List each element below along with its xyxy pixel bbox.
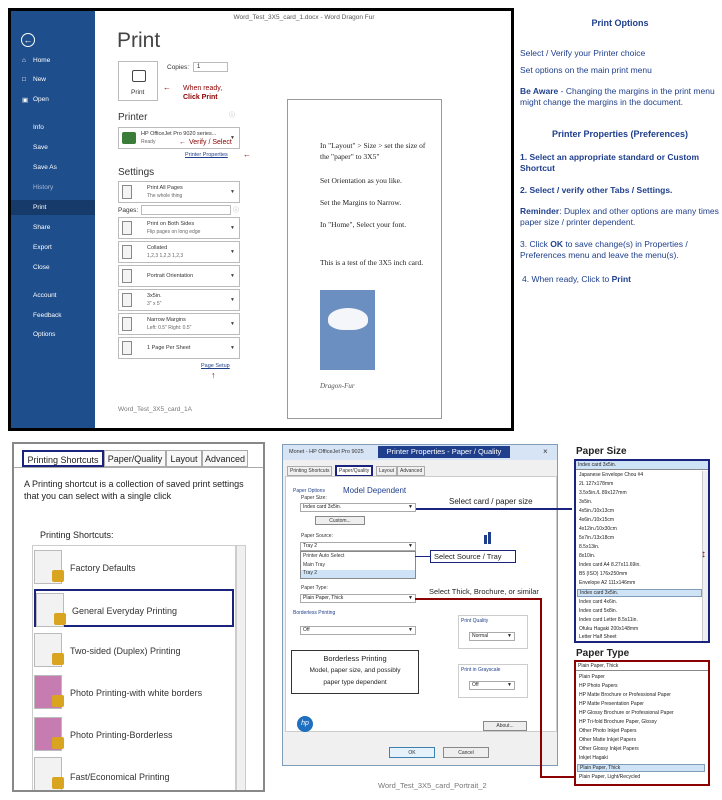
paper-type-option[interactable]: Plain Paper xyxy=(579,674,605,680)
chevron-down-icon: ▼ xyxy=(230,135,235,141)
home-icon: ⌂ xyxy=(22,57,26,64)
info-icon: ⓘ xyxy=(229,113,236,119)
paper-size-option[interactable]: 3x5in. xyxy=(579,499,593,505)
paper-type-option[interactable]: HP Tri-fold Brochure Paper, Glossy xyxy=(579,719,657,725)
paper-size-option[interactable]: Envelope A2 111x146mm xyxy=(579,580,636,586)
bird-shape xyxy=(328,308,368,330)
paper-type-select[interactable]: Plain Paper, Thick ▼ xyxy=(300,594,416,603)
portrait-icon xyxy=(122,269,132,283)
tab-printing-shortcuts[interactable]: Printing Shortcuts xyxy=(22,450,104,467)
tab-layout[interactable]: Layout xyxy=(376,466,397,476)
verify-arrow-icon: ← xyxy=(179,139,186,146)
source-option-selected[interactable]: Tray 2 xyxy=(301,570,415,578)
callout-paper-size: Select card / paper size xyxy=(449,497,533,506)
settings-heading: Settings xyxy=(118,167,155,178)
shortcut-item[interactable]: Photo Printing-with white borders xyxy=(34,673,234,711)
paper-size-heading: Paper Size xyxy=(576,446,627,457)
source-option[interactable]: Printer Auto Select xyxy=(303,553,345,559)
connector-type-vertical xyxy=(540,598,542,776)
paper-size-option[interactable]: 2L 127x178mm xyxy=(579,481,614,487)
print-button[interactable]: Print xyxy=(118,61,158,101)
model-dependent-note: Model Dependent xyxy=(343,486,407,495)
connector-source xyxy=(415,556,430,557)
chevron-down-icon: ▼ xyxy=(230,249,235,255)
preview-text-1: In "Layout" > Size > set the size of the "paper" to 3X5" xyxy=(320,141,426,161)
paper-type-option[interactable]: Other Matte Inkjet Papers xyxy=(579,737,636,743)
chevron-down-icon: ▼ xyxy=(408,543,413,549)
connector-type-end xyxy=(540,776,575,778)
callout-paper-type: Select Thick, Brochure, or similar xyxy=(429,587,539,596)
shortcuts-list-label: Printing Shortcuts: xyxy=(40,530,114,540)
preview-text-4: In "Home", Select your font. xyxy=(320,220,407,229)
printer-status-icon xyxy=(122,132,136,144)
paper-size-option[interactable]: 5x7in./13x18cm xyxy=(579,535,615,541)
chevron-down-icon: ▼ xyxy=(507,633,512,639)
paper-type-option[interactable]: Other Glossy Inkjet Papers xyxy=(579,746,639,752)
properties-arrow-icon: ← xyxy=(243,150,251,159)
ok-button[interactable]: OK xyxy=(389,747,435,758)
setting-print-range[interactable]: Print All Pages The whole thing ▼ xyxy=(118,181,240,203)
tab-paper-quality[interactable]: Paper/Quality xyxy=(104,450,166,467)
preview-text-5: This is a test of the 3X5 inch card. xyxy=(320,258,424,267)
pages-per-sheet-icon xyxy=(122,341,132,355)
connector-type xyxy=(415,598,542,600)
chevron-down-icon: ▼ xyxy=(230,273,235,279)
tab-divider xyxy=(14,467,265,468)
paper-type-option[interactable]: HP Photo Papers xyxy=(579,683,618,689)
print-quality-select[interactable]: Normal ▼ xyxy=(469,632,515,641)
dialog-title-bar: Monet - HP OfficeJet Pro 9025 Printer Properties - Paper / Quality × xyxy=(283,445,557,460)
paper-size-option[interactable]: 8.5x13in. xyxy=(579,544,600,550)
lock-icon xyxy=(54,613,66,625)
grayscale-select[interactable]: Off ▼ xyxy=(469,681,515,690)
chevron-down-icon: ▼ xyxy=(507,682,512,688)
scroll-arrows-icon: ↕ xyxy=(701,549,706,560)
instructions-title-2: Printer Properties (Preferences) xyxy=(551,129,689,139)
paper-size-option[interactable]: Index card A4 8.27x11.69in. xyxy=(579,562,641,568)
nav-share[interactable]: Share xyxy=(33,224,51,231)
paper-type-option[interactable]: Inkjet Hagaki xyxy=(579,755,608,761)
paper-type-list xyxy=(574,660,710,786)
paper-size-option[interactable]: 4x6in./10x15cm xyxy=(579,517,615,523)
lock-icon xyxy=(52,570,64,582)
instr-step-2: 2. Select / verify other Tabs / Settings. xyxy=(520,185,673,195)
printer-select[interactable]: HP OfficeJet Pro 9020 series... Ready ▼ xyxy=(118,127,240,149)
paper-size-option-selected[interactable]: Index card 3x5in. xyxy=(577,589,702,597)
paper-size-option[interactable]: 4x12in./10x30cm xyxy=(579,526,617,532)
chevron-down-icon: ▼ xyxy=(408,504,413,510)
chevron-down-icon: ▼ xyxy=(408,627,413,633)
instr-step-4: 4. When ready, Click to Print xyxy=(522,274,631,284)
preview-page-icon xyxy=(484,532,494,546)
setting-paper-size[interactable]: 3x5in. 3" x 5" ▼ xyxy=(118,289,240,311)
setting-duplex[interactable]: Print on Both Sides Flip pages on long edge ▼ xyxy=(118,217,240,239)
paper-size-option[interactable]: Letter Half Sheet xyxy=(579,634,617,640)
paper-type-option-selected[interactable]: Plain Paper, Thick xyxy=(577,764,705,772)
tab-advanced[interactable]: Advanced xyxy=(397,466,425,476)
print-arrow-icon: ← xyxy=(163,83,171,92)
page-setup-link[interactable]: Page Setup xyxy=(201,363,230,369)
window-title: Word_Test_3X5_card_1.docx - Word Dragon Fur xyxy=(233,14,375,21)
nav-print[interactable]: Print xyxy=(11,200,95,215)
page-setup-arrow-icon: ↑ xyxy=(211,370,216,380)
instructions-title: Print Options xyxy=(591,18,649,28)
paper-options-label: Paper Options xyxy=(293,488,325,494)
nav-open[interactable]: ▣ Open xyxy=(22,96,49,104)
chevron-down-icon: ▼ xyxy=(230,345,235,351)
lock-icon xyxy=(52,695,64,707)
nav-new[interactable]: □ New xyxy=(22,76,47,83)
paper-type-option[interactable]: HP Glossy Brochure or Professional Paper xyxy=(579,710,674,716)
paper-size-list xyxy=(574,459,710,643)
bird-photo xyxy=(320,290,375,370)
paper-size-option[interactable]: 4x5in./10x13cm xyxy=(579,508,615,514)
paper-size-option[interactable]: Index card 4x6in. xyxy=(579,599,618,605)
nav-feedback[interactable]: Feedback xyxy=(33,312,62,319)
tab-advanced[interactable]: Advanced xyxy=(202,450,248,467)
borderless-note: Borderless Printing Model, paper size, and possibly paper type dependent xyxy=(291,650,419,694)
instr-reminder: Reminder: Duplex and other options are many times paper size / printer dependent. xyxy=(520,206,719,227)
instr-step-3: 3. Click OK to save change(s) in Properties / Preferences menu and leave the menu(s). xyxy=(520,239,688,260)
dialog-title-overlay: Printer Properties - Paper / Quality xyxy=(378,446,510,458)
setting-pages-per-sheet[interactable]: 1 Page Per Sheet ▼ xyxy=(118,337,240,359)
nav-account[interactable]: Account xyxy=(33,292,57,299)
setting-margins[interactable]: Narrow Margins Left: 0.5" Right: 0.5" ▼ xyxy=(118,313,240,335)
nav-save[interactable]: Save xyxy=(33,144,48,151)
nav-options[interactable]: Options xyxy=(33,331,56,338)
paper-size-current[interactable]: Index card 3x5in. xyxy=(576,461,708,470)
shortcut-item[interactable]: Photo Printing-Borderless xyxy=(34,715,234,753)
setting-orientation[interactable]: Portrait Orientation ▼ xyxy=(118,265,240,287)
paper-size-option[interactable]: 3.5x5in./L 89x127mm xyxy=(579,490,627,496)
cancel-button[interactable]: Cancel xyxy=(443,747,489,758)
borderless-select[interactable]: Off ▼ xyxy=(300,626,416,635)
custom-button[interactable]: Custom... xyxy=(315,516,365,525)
preview-text-2: Set Orientation as you like. xyxy=(320,176,402,185)
lock-icon xyxy=(52,653,64,665)
nav-close[interactable]: Close xyxy=(33,264,50,271)
paper-size-option[interactable]: Index card Letter 8.5x11in. xyxy=(579,617,638,623)
shortcut-item[interactable]: Fast/Economical Printing xyxy=(34,755,234,792)
nav-info[interactable]: Info xyxy=(33,124,44,131)
preview-text-3: Set the Margins to Narrow. xyxy=(320,198,402,207)
chevron-down-icon: ▼ xyxy=(230,189,235,195)
shortcut-item[interactable]: Two-sided (Duplex) Printing xyxy=(34,631,234,669)
tab-paper-quality[interactable]: Paper/Quality xyxy=(335,465,373,477)
copies-label: Copies: xyxy=(167,64,190,71)
paper-size-icon xyxy=(122,293,132,307)
tab-printing-shortcuts[interactable]: Printing Shortcuts xyxy=(287,466,332,476)
nav-save-as[interactable]: Save As xyxy=(33,164,57,171)
shortcuts-description: A Printing shortcut is a collection of saved print settings that you can select with a single click xyxy=(24,479,244,501)
instr-aware: Be Aware - Changing the margins in the print menu might change the margins in the document. xyxy=(520,86,715,107)
instructions-panel xyxy=(520,18,720,308)
paper-source-select[interactable]: Tray 2 ▼ xyxy=(300,542,416,551)
printer-properties-link[interactable]: Printer Properties xyxy=(185,152,228,158)
chevron-down-icon: ▼ xyxy=(408,595,413,601)
paper-size-label: Paper Size: xyxy=(301,495,327,501)
collate-icon xyxy=(122,245,132,259)
instr-step-1: 1. Select an appropriate standard or Custom Shortcut xyxy=(520,152,700,173)
lock-icon xyxy=(52,737,64,749)
printer-properties-dialog xyxy=(282,444,558,766)
close-icon[interactable]: × xyxy=(543,447,548,456)
paper-type-option[interactable]: Plain Paper, Light/Recycled xyxy=(579,774,641,780)
margins-icon xyxy=(122,317,132,331)
paper-type-label: Paper Type: xyxy=(301,585,328,591)
callout-source-box: Select Source / Tray xyxy=(430,550,516,563)
hp-logo-icon: hp xyxy=(297,716,313,732)
nav-history[interactable]: History xyxy=(33,184,54,191)
open-icon: ▣ xyxy=(22,97,29,104)
paper-size-option[interactable]: Index card 5x8in. xyxy=(579,608,618,614)
print-quality-group: Print Quality Normal ▼ xyxy=(458,615,528,649)
paper-type-option[interactable]: Other Photo Inkjet Papers xyxy=(579,728,637,734)
paper-type-heading: Paper Type xyxy=(576,648,630,659)
new-icon: □ xyxy=(22,76,26,83)
print-preview xyxy=(287,99,442,419)
pages-label: Pages: xyxy=(118,207,139,214)
tab-layout[interactable]: Layout xyxy=(166,450,202,467)
paper-size-option[interactable]: B5 (ISO) 176x250mm xyxy=(579,571,628,577)
scrollbar[interactable] xyxy=(236,545,246,792)
nav-export[interactable]: Export xyxy=(33,244,52,251)
borderless-label: Borderless Printing xyxy=(293,610,336,616)
dialog-footer-filename: Word_Test_3X5_card_Portrait_2 xyxy=(378,781,487,790)
callout-print: When ready, Click Print xyxy=(183,85,223,101)
duplex-icon xyxy=(122,221,132,235)
backstage-nav xyxy=(11,11,95,428)
nav-home[interactable]: ⌂ Home xyxy=(22,57,51,64)
info-icon: ⓘ xyxy=(233,208,240,214)
callout-verify: Verify / Select xyxy=(189,139,232,146)
pages-icon xyxy=(122,185,132,199)
instr-p1: Select / Verify your Printer choice xyxy=(520,48,646,58)
about-button[interactable]: About... xyxy=(483,721,527,731)
paper-type-option[interactable]: HP Matte Brochure or Professional Paper xyxy=(579,692,671,698)
grayscale-group: Print in Grayscale Off ▼ xyxy=(458,664,528,698)
paper-source-dropdown xyxy=(300,551,416,579)
setting-collation[interactable]: Collated 1,2,3 1,2,3 1,2,3 ▼ xyxy=(118,241,240,263)
paper-size-option[interactable]: Japanese Envelope Chou #4 xyxy=(579,472,644,478)
chevron-down-icon: ▼ xyxy=(230,225,235,231)
paper-size-select[interactable]: Index card 3x5in. ▼ xyxy=(300,503,416,512)
pages-input[interactable] xyxy=(141,205,231,215)
printer-icon xyxy=(132,70,146,82)
word-print-panel xyxy=(8,8,514,431)
paper-type-current[interactable]: Plain Paper, Thick xyxy=(576,662,708,671)
paper-size-option[interactable]: 8x10in. xyxy=(579,553,596,559)
shortcut-item-selected[interactable]: General Everyday Printing xyxy=(34,589,234,627)
back-arrow-icon[interactable]: ← xyxy=(21,33,35,47)
paper-type-option[interactable]: HP Matte Presentation Paper xyxy=(579,701,644,707)
printer-heading: Printer xyxy=(118,112,148,123)
source-option[interactable]: Main Tray xyxy=(303,562,325,568)
copies-input[interactable]: 1 xyxy=(193,62,228,72)
page-title: Print xyxy=(117,29,161,52)
connector-size xyxy=(416,508,572,510)
paper-source-label: Paper Source: xyxy=(301,533,333,539)
chevron-down-icon: ▼ xyxy=(230,297,235,303)
footer-filename: Word_Test_3X5_card_1A xyxy=(118,406,192,413)
printing-shortcuts-panel xyxy=(12,442,265,792)
lock-icon xyxy=(52,777,64,789)
shortcut-item[interactable]: Factory Defaults xyxy=(34,548,234,586)
instr-p2: Set options on the main print menu xyxy=(520,65,652,75)
preview-signature: Dragon-Fur xyxy=(320,382,355,390)
chevron-down-icon: ▼ xyxy=(230,321,235,327)
paper-size-option[interactable]: Ofuku Hagaki 200x148mm xyxy=(579,626,639,632)
